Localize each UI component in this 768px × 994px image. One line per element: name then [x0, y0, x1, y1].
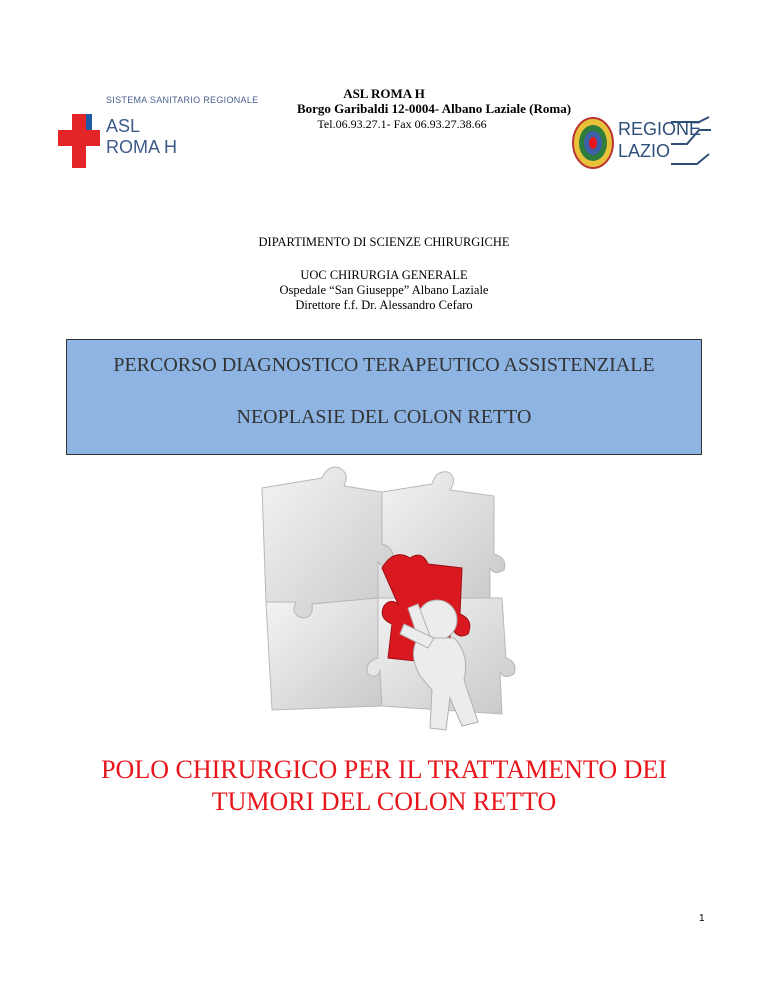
org-name: ASL ROMA H	[343, 86, 425, 101]
lazio-logo-line1: REGIONE	[618, 119, 702, 139]
org-address: Borgo Garibaldi 12-0004- Albano Laziale (Roma)	[296, 101, 572, 116]
page-number: 1	[699, 913, 705, 924]
uoc-name: UOC CHIRURGIA GENERALE	[300, 268, 468, 282]
lazio-swoosh-icon	[669, 116, 713, 170]
puzzle-figure-illustration	[232, 458, 536, 736]
regione-lazio-logo	[571, 116, 716, 170]
asl-roma-h-logo	[58, 92, 259, 177]
pdta-title-box	[66, 339, 702, 455]
asl-logo-line2: ROMA H	[106, 137, 178, 157]
org-phone-fax: Tel.06.93.27.1- Fax 06.93.27.38.66	[317, 117, 487, 131]
department-name: DIPARTIMENTO DI SCIENZE CHIRURGICHE	[258, 235, 510, 249]
lazio-logo-line2: LAZIO	[618, 141, 671, 161]
red-cross-icon	[58, 114, 100, 168]
pdta-title: PERCORSO DIAGNOSTICO TERAPEUTICO ASSISTENZIALE	[113, 354, 655, 376]
hospital-name: Ospedale “San Giuseppe” Albano Laziale	[279, 283, 489, 297]
asl-logo-line1: ASL	[106, 116, 141, 136]
lazio-emblem-icon	[571, 116, 615, 170]
pdta-subtitle: NEOPLASIE DEL COLON RETTO	[236, 406, 532, 428]
asl-system-text: SISTEMA SANITARIO REGIONALE	[106, 95, 259, 105]
red-title-line1: POLO CHIRURGICO PER IL TRATTAMENTO DEI	[101, 755, 667, 784]
red-title-line2: TUMORI DEL COLON RETTO	[211, 787, 557, 816]
director-name: Direttore f.f. Dr. Alessandro Cefaro	[295, 298, 473, 312]
